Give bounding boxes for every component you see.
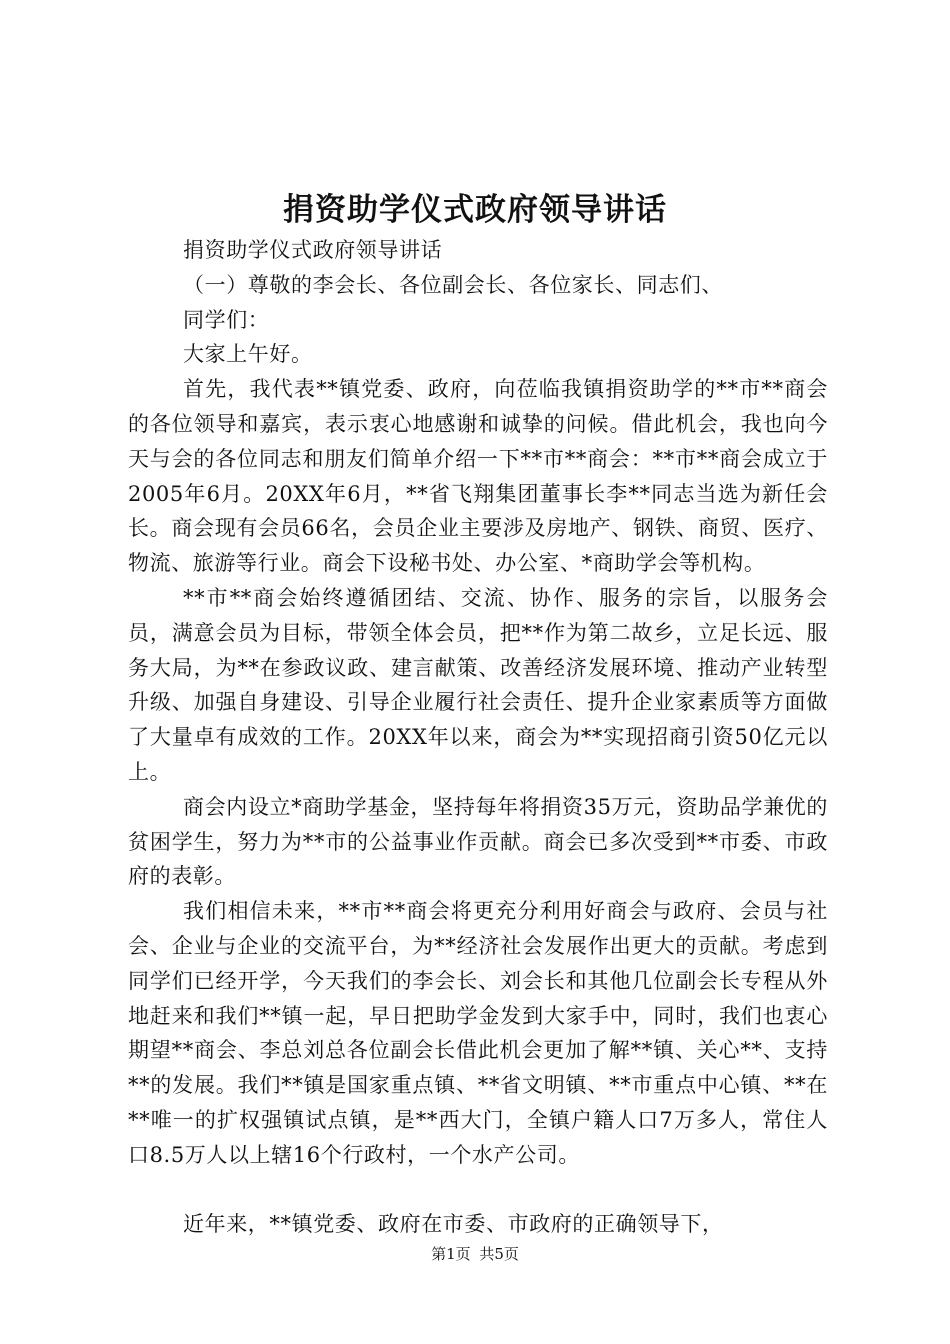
salutation-line-1: （一）尊敬的李会长、各位副会长、各位家长、同志们、: [183, 272, 723, 297]
paragraph: 商会内设立*商助学基金，坚持每年将捐资35万元，资助品学兼优的贫困学生，努力为**市的公益事业作贡献。商会已多次受到**市委、市政府的表彰。: [128, 794, 828, 889]
paragraph: 近年来，**镇党委、政府在市委、市政府的正确领导下，: [183, 1211, 724, 1236]
document-title: 捐资助学仪式政府领导讲话: [283, 192, 667, 228]
paragraph: **市**商会始终遵循团结、交流、协作、服务的宗旨，以服务会员，满意会员为目标，带领全体会员，把**作为第二故乡，立足长远、服务大局，为**在参政议政、建言献策、改善经济发展环境、推动产业转型升级、加强自身建设、引导企业履行社会责任、提升企业家素质等方面做了大量卓有成效的工作。20XX年以来，商会为**实现招商引资50亿元以上。: [128, 585, 828, 784]
salutation-line-2: 同学们：: [183, 307, 270, 332]
subtitle: 捐资助学仪式政府领导讲话: [183, 238, 443, 262]
paragraph-gap: [128, 1173, 828, 1207]
paragraph: 首先，我代表**镇党委、政府，向莅临我镇捐资助学的**市**商会的各位领导和嘉宾，表示衷心地感谢和诚挚的问候。借此机会，我也向今天与会的各位同志和朋友们简单介绍一下**市**商会：**市**商会成立于2005年6月。20XX年6月，**省飞翔集团董事长李**同志当选为新任会长。商会现有会员66名，会员企业主要涉及房地产、钢铁、商贸、医疗、物流、旅游等行业。商会下设秘书处、办公室、*商助学会等机构。: [128, 377, 828, 576]
greeting: 大家上午好。: [183, 342, 313, 367]
page-footer: 第1页 共5页: [431, 1245, 519, 1263]
document-body: [128, 233, 828, 1241]
paragraph: 我们相信未来，**市**商会将更充分利用好商会与政府、会员与社会、企业与企业的交流平台，为**经济社会发展作出更大的贡献。考虑到同学们已经开学，今天我们的李会长、刘会长和其他几位副会长专程从外地赶来和我们**镇一起，早日把助学金发到大家手中，同时，我们也衷心期望**商会、李总刘总各位副会长借此机会更加了解**镇、关心**、支持**的发展。我们**镇是国家重点镇、**省文明镇、**市重点中心镇、**在**唯一的扩权强镇试点镇，是**西大门，全镇户籍人口7万多人，常住人口8.5万人以上辖16个行政村，一个水产公司。: [128, 899, 828, 1167]
